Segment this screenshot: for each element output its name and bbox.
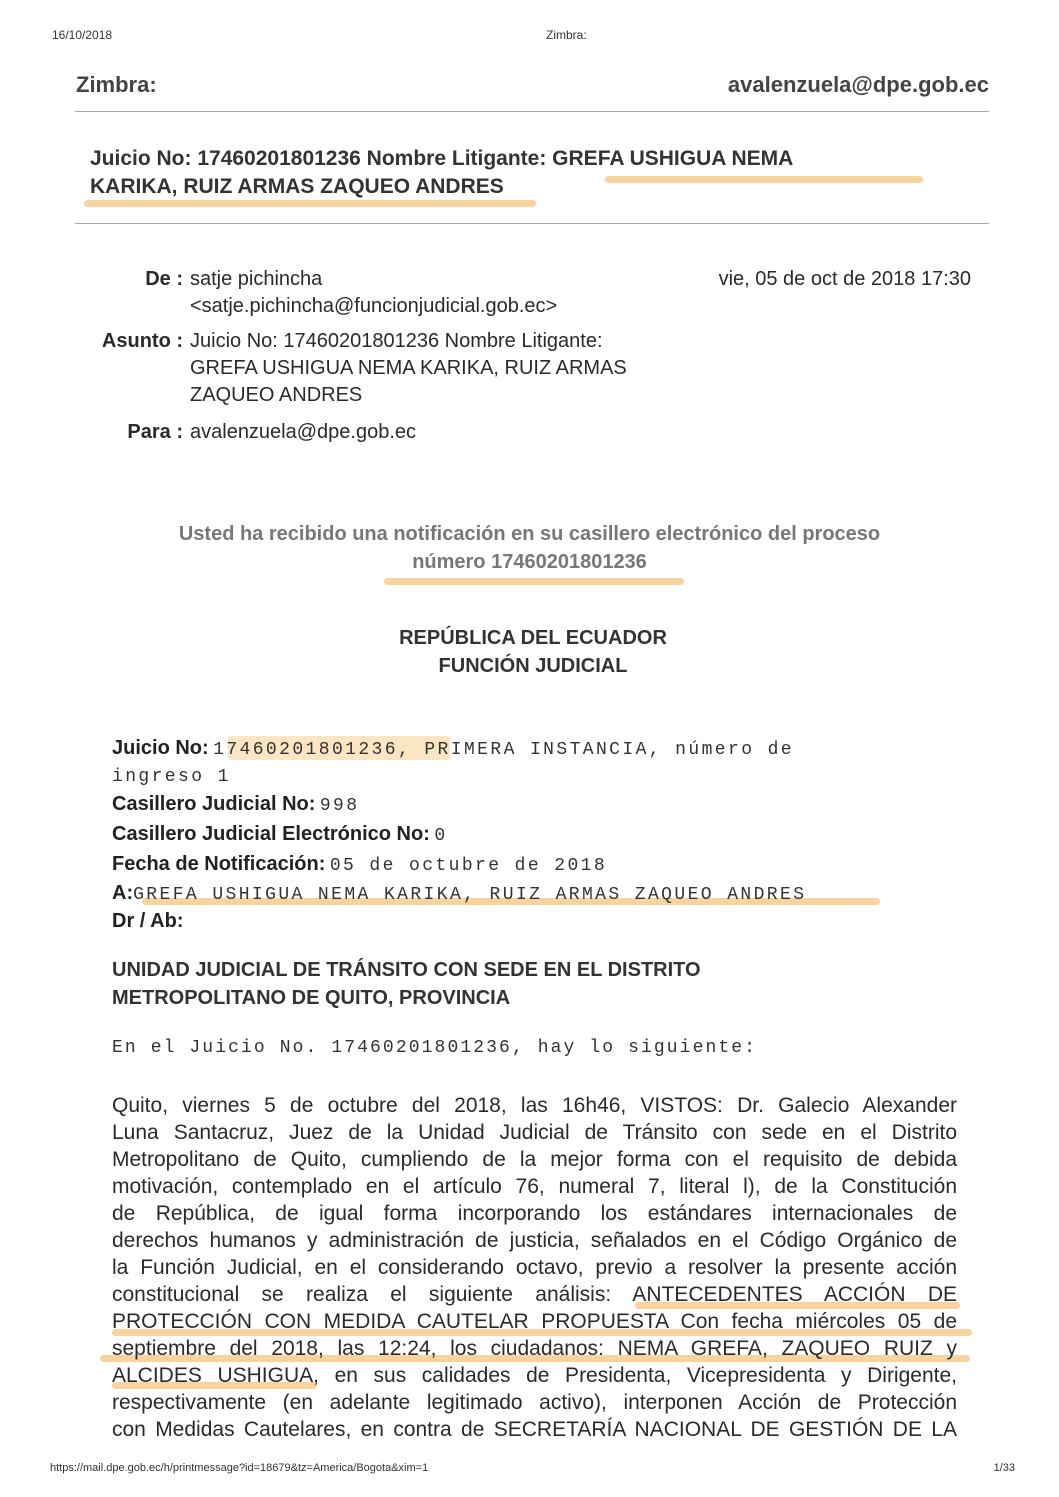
body-line: PROTECCIÓN CON MEDIDA CAUTELAR PROPUESTA Con fecha miércoles 05 de — [112, 1310, 957, 1333]
heading-line: REPÚBLICA DEL ECUADOR — [399, 627, 667, 649]
message-date: vie, 05 de oct de 2018 17:30 — [718, 268, 971, 290]
subject-value — [190, 328, 627, 409]
unit-line: UNIDAD JUDICIAL DE TRÁNSITO CON SEDE EN EL DISTRITO — [112, 959, 701, 981]
from-label: De : — [145, 268, 183, 290]
juicio-value-cont: ingreso 1 — [112, 767, 231, 787]
message-subject-title — [90, 145, 793, 201]
dr-ab-label: Dr / Ab: — [112, 910, 184, 932]
body-line: Luna Santacruz, Juez de la Unidad Judicial de Tránsito con sede en el Distrito — [112, 1121, 957, 1144]
subject-line: KARIKA, RUIZ ARMAS ZAQUEO ANDRES — [90, 175, 504, 198]
body-line: respectivamente (en adelante legitimado activo), interponen Acción de Protección — [112, 1391, 957, 1414]
body-line: ALCIDES USHIGUA, en sus calidades de Presidenta, Vicepresidenta y Dirigente, — [112, 1364, 957, 1387]
notice-line: Usted ha recibido una notificación en su casillero electrónico del proceso — [178, 523, 881, 545]
casillero-electronico-value: 0 — [434, 826, 448, 846]
judicial-unit — [112, 956, 701, 1012]
casillero-label: Casillero Judicial No: — [112, 793, 316, 815]
divider — [75, 223, 989, 224]
page-number: 1/33 — [993, 1462, 1015, 1474]
body-line: Metropolitano de Quito, cumpliendo de la mejor forma con el requisito de debida — [112, 1148, 957, 1171]
casillero-value: 998 — [319, 796, 360, 816]
body-paragraph — [112, 1092, 957, 1443]
footer-url[interactable]: https://mail.dpe.gob.ec/h/printmessage?id=18679&tz=America/Bogota&xim=1 — [50, 1462, 429, 1474]
subject-value-line: ZAQUEO ANDRES — [190, 384, 363, 406]
notification-fields — [112, 734, 806, 934]
fecha-value: 05 de octubre de 2018 — [329, 856, 608, 876]
document-heading — [0, 624, 1059, 680]
fecha-label: Fecha de Notificación: — [112, 853, 326, 875]
highlight-mark — [84, 200, 536, 207]
casillero-electronico-label: Casillero Judicial Electrónico No: — [112, 823, 430, 845]
body-line: constitucional se realiza el siguiente análisis: ANTECEDENTES ACCIÓN DE — [112, 1283, 957, 1306]
juicio-label: Juicio No: — [112, 737, 209, 759]
from-email[interactable]: <satje.pichincha@funcionjudicial.gob.ec> — [190, 295, 558, 317]
body-line: de República, de igual forma incorporando los estándares internacionales de — [112, 1202, 957, 1225]
body-line: Quito, viernes 5 de octubre del 2018, las 16h46, VISTOS: Dr. Galecio Alexander — [112, 1094, 957, 1117]
to-label: Para : — [127, 421, 183, 443]
body-line: con Medidas Cautelares, en contra de SECRETARÍA NACIONAL DE GESTIÓN DE LA — [112, 1418, 957, 1441]
print-title: Zimbra: — [546, 28, 587, 42]
app-name: Zimbra: — [76, 72, 157, 97]
body-line: la Función Judicial, en el considerando octavo, previo a resolver la presente acción — [112, 1256, 957, 1279]
subject-value-line: GREFA USHIGUA NEMA KARIKA, RUIZ ARMAS — [190, 357, 627, 379]
notification-notice — [0, 520, 1059, 576]
highlight-mark — [384, 578, 684, 585]
divider — [75, 111, 989, 112]
from-name[interactable]: satje pichincha — [190, 268, 323, 290]
intro-line: En el Juicio No. 17460201801236, hay lo siguiente: — [112, 1038, 758, 1058]
subject-line: Juicio No: 17460201801236 Nombre Litigante: GREFA USHIGUA NEMA — [90, 147, 794, 170]
juicio-value: 17460201801236, PRIMERA INSTANCIA, número de — [213, 740, 795, 760]
print-date: 16/10/2018 — [52, 28, 113, 42]
subject-value-line: Juicio No: 17460201801236 Nombre Litigante: — [190, 330, 603, 352]
account-email: avalenzuela@dpe.gob.ec — [727, 72, 989, 97]
a-value: GREFA USHIGUA NEMA KARIKA, RUIZ ARMAS ZAQUEO ANDRES — [133, 885, 807, 905]
body-line: septiembre del 2018, las 12:24, los ciudadanos: NEMA GREFA, ZAQUEO RUIZ y — [112, 1337, 957, 1360]
body-line: derechos humanos y administración de justicia, señalados en el Código Orgánico de — [112, 1229, 957, 1252]
body-line: motivación, contemplado en el artículo 76, numeral 7, literal l), de la Constitución — [112, 1175, 957, 1198]
unit-line: METROPOLITANO DE QUITO, PROVINCIA — [112, 987, 511, 1009]
a-label: A: — [112, 882, 134, 904]
to-value[interactable]: avalenzuela@dpe.gob.ec — [190, 421, 417, 443]
heading-line: FUNCIÓN JUDICIAL — [438, 655, 628, 677]
subject-label: Asunto : — [101, 330, 183, 352]
notice-line: número 17460201801236 — [412, 551, 647, 573]
